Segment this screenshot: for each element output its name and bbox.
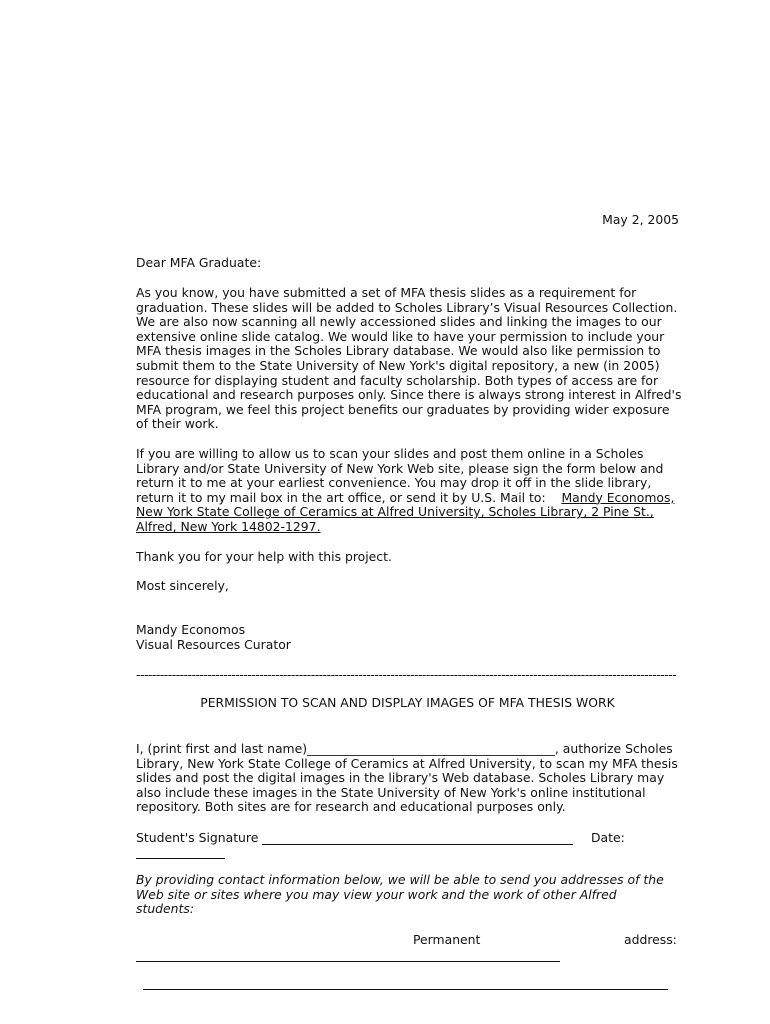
contact-note: By providing contact information below, we will be able to send you addresses of the Web site or sites where you may view your work and the work of other Alfred students: bbox=[136, 872, 664, 917]
address-line-1[interactable] bbox=[136, 961, 560, 962]
signature-line[interactable] bbox=[262, 844, 573, 845]
address-label: address: bbox=[624, 932, 677, 947]
signer-name: Mandy Economos bbox=[136, 622, 246, 637]
date-line[interactable] bbox=[136, 858, 225, 859]
letter-date: May 2, 2005 bbox=[602, 212, 679, 227]
body-paragraph-2 bbox=[136, 447, 682, 535]
mailing-address: Mandy Economos, New York State College of Ceramics at Alfred University, Scholes Library, 2 Pine St., Alfred, New York 14802-1297. bbox=[136, 489, 675, 534]
address-line-2[interactable] bbox=[143, 989, 668, 990]
name-blank[interactable]: ________________________________________ bbox=[307, 741, 555, 756]
salutation: Dear MFA Graduate: bbox=[136, 255, 262, 270]
name-prompt: I, (print first and last name) bbox=[136, 741, 308, 756]
signature-label: Student's Signature bbox=[136, 830, 259, 845]
permanent-label: Permanent bbox=[413, 932, 481, 947]
thanks-line: Thank you for your help with this project. bbox=[136, 549, 392, 564]
signer-title: Visual Resources Curator bbox=[136, 637, 291, 652]
permission-text: , authorize Scholes Library, New York State College of Ceramics at Alfred University, to scan my MFA thesis slides and post the digital images in the library's Web database. Scholes Library may also include these images in the State University of New York's online institutional repository. Both sites are for research and educational purposes only. bbox=[136, 741, 678, 815]
body-paragraph-1: As you know, you have submitted a set of MFA thesis slides as a requirement for graduation. These slides will be added to Scholes Library’s Visual Resources Collection. We are also now scanning all newly accessioned slides and linking the images to our extensive online slide catalog. We would like to have your permission to include your MFA thesis images in the Scholes Library database. We would also like permission to submit them to the State University of New York's digital repository, a new (in 2005) resource for displaying student and faculty scholarship. Both types of access are for educational and research purposes only. Since there is always strong interest in Alfred's MFA program, we feel this project benefits our graduates by providing wider exposure of their work. bbox=[136, 285, 682, 432]
closing: Most sincerely, bbox=[136, 578, 229, 593]
paragraph-2-text: If you are willing to allow us to scan your slides and post them online in a Scholes Library and/or State University of New York Web site, please sign the form below and return it to me at your earliest convenience. You may drop it off in the slide library, return it to my mail box in the art office, or send it by U.S. Mail to: bbox=[136, 446, 664, 505]
date-label: Date: bbox=[591, 830, 625, 845]
form-title: PERMISSION TO SCAN AND DISPLAY IMAGES OF MFA THESIS WORK bbox=[200, 695, 615, 710]
permission-paragraph bbox=[136, 742, 682, 815]
cut-separator: ---------------------------------------------------------------------------------------------------------------------------------------- bbox=[136, 667, 677, 682]
